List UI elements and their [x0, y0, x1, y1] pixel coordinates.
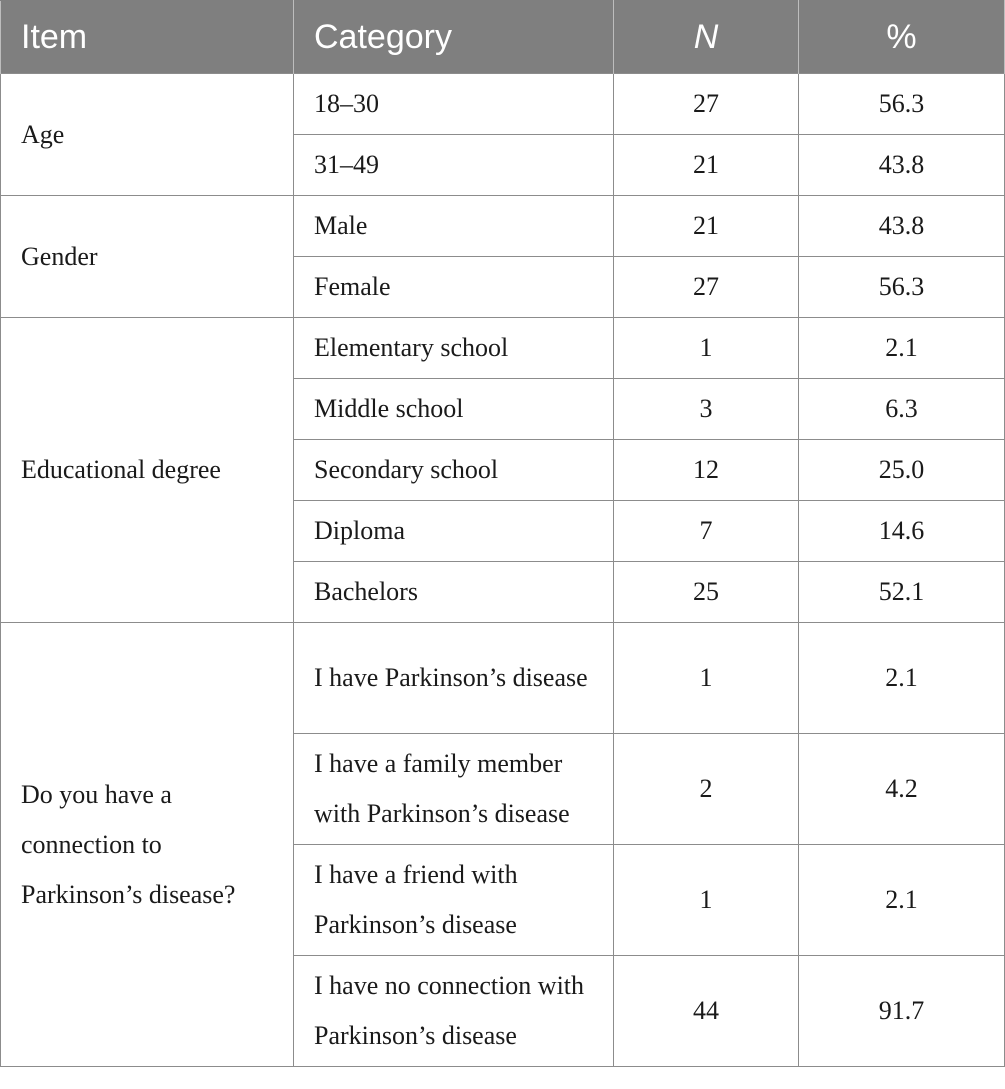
header-percent: %: [799, 1, 1005, 74]
header-row: [1, 1, 1005, 74]
n-cell: 21: [614, 196, 799, 257]
item-cell-education: Educational degree: [1, 318, 294, 623]
percent-cell: 56.3: [799, 74, 1005, 135]
n-cell: 3: [614, 379, 799, 440]
n-cell: 2: [614, 734, 799, 845]
percent-cell: 25.0: [799, 440, 1005, 501]
header-n: N: [614, 1, 799, 74]
percent-cell: 2.1: [799, 623, 1005, 734]
header-category: Category: [294, 1, 614, 74]
n-cell: 27: [614, 257, 799, 318]
category-cell: I have a friend with Parkinson’s disease: [294, 845, 614, 956]
n-cell: 25: [614, 562, 799, 623]
percent-cell: 43.8: [799, 135, 1005, 196]
percent-cell: 4.2: [799, 734, 1005, 845]
category-cell: I have a family member with Parkinson’s disease: [294, 734, 614, 845]
table-row: [1, 196, 1005, 257]
category-cell: Female: [294, 257, 614, 318]
percent-cell: 56.3: [799, 257, 1005, 318]
category-cell: Elementary school: [294, 318, 614, 379]
item-cell-gender: Gender: [1, 196, 294, 318]
percent-cell: 6.3: [799, 379, 1005, 440]
n-cell: 12: [614, 440, 799, 501]
percent-cell: 91.7: [799, 956, 1005, 1067]
category-cell: 31–49: [294, 135, 614, 196]
category-cell: Male: [294, 196, 614, 257]
n-cell: 1: [614, 318, 799, 379]
category-cell: Middle school: [294, 379, 614, 440]
category-cell: I have Parkinson’s disease: [294, 623, 614, 734]
n-cell: 1: [614, 623, 799, 734]
percent-cell: 52.1: [799, 562, 1005, 623]
n-cell: 21: [614, 135, 799, 196]
category-cell: 18–30: [294, 74, 614, 135]
category-cell: Secondary school: [294, 440, 614, 501]
percent-cell: 43.8: [799, 196, 1005, 257]
item-cell-connection: Do you have a connection to Parkinson’s disease?: [1, 623, 294, 1067]
header-item: Item: [1, 1, 294, 74]
category-cell: Bachelors: [294, 562, 614, 623]
category-cell: Diploma: [294, 501, 614, 562]
percent-cell: 14.6: [799, 501, 1005, 562]
n-cell: 27: [614, 74, 799, 135]
table-row: [1, 623, 1005, 734]
table-row: [1, 74, 1005, 135]
table-row: [1, 318, 1005, 379]
percent-cell: 2.1: [799, 318, 1005, 379]
n-cell: 44: [614, 956, 799, 1067]
n-cell: 1: [614, 845, 799, 956]
category-cell: I have no connection with Parkinson’s disease: [294, 956, 614, 1067]
item-cell-age: Age: [1, 74, 294, 196]
percent-cell: 2.1: [799, 845, 1005, 956]
n-cell: 7: [614, 501, 799, 562]
